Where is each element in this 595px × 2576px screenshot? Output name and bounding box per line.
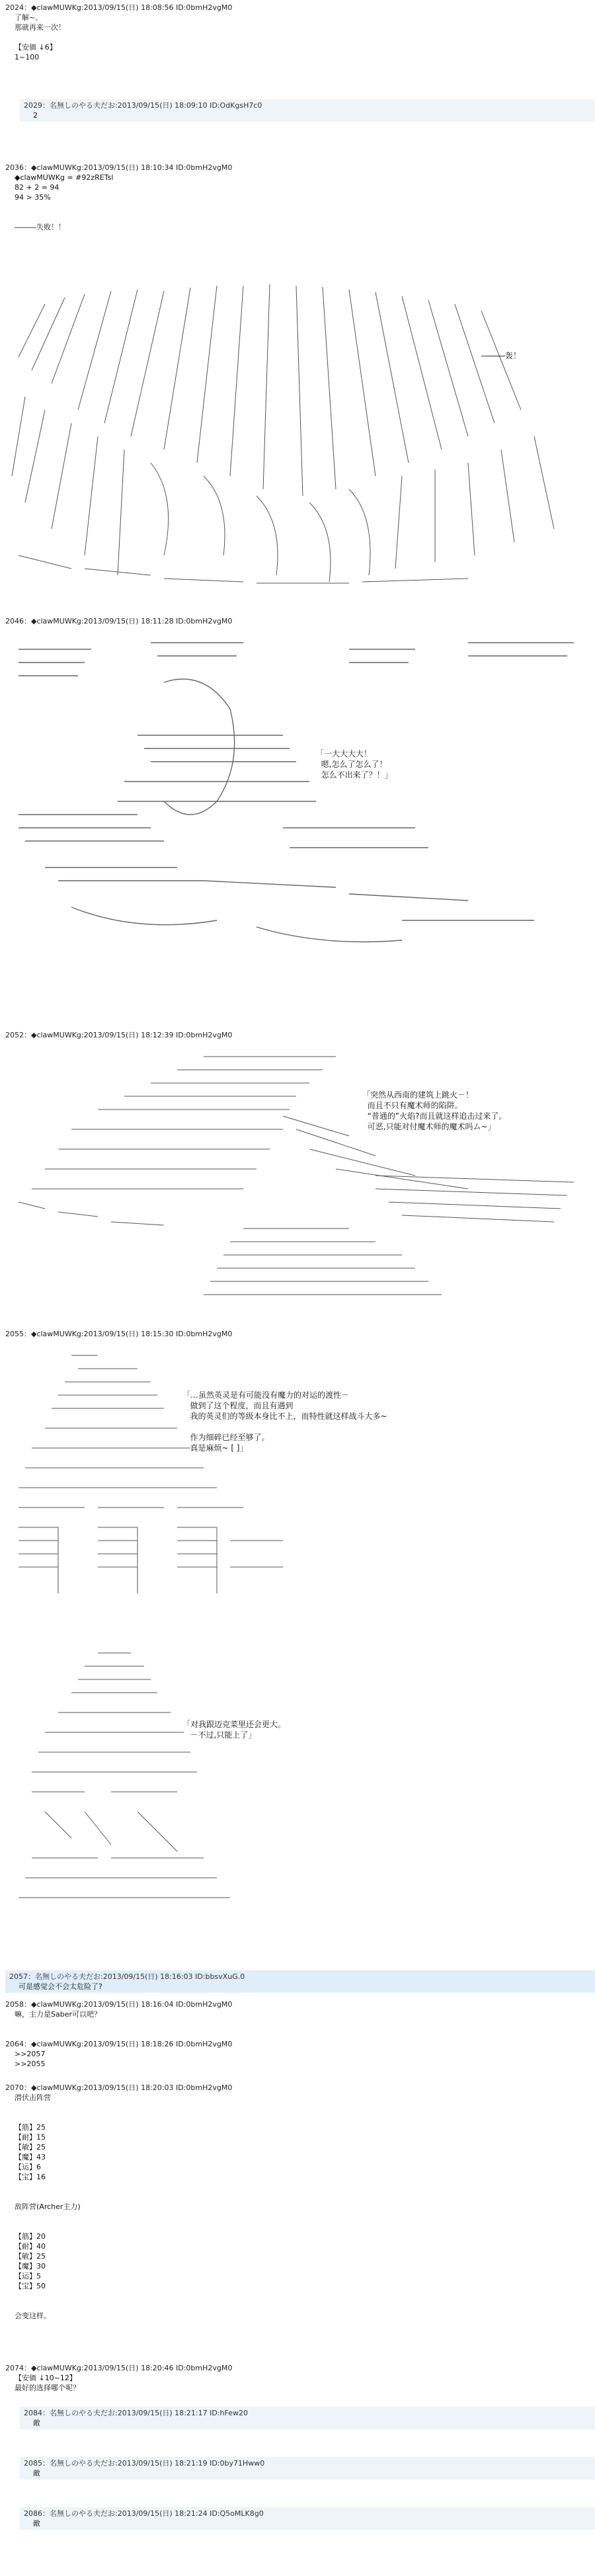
reply-2029 — [20, 99, 595, 122]
post-header: 2085：名無しのやる夫だお:2013/09/15(日) 18:21:19 ID:0by71Hww0 — [24, 2459, 265, 2468]
reply-2057 — [5, 1970, 595, 1993]
caption-2055: 「…虽然英灵是有可能没有魔力的对运的渡性－ 做到了这个程度，而且有遇到 我的英灵们的等级本身比不上，而特性就这样战斗大多~ 作为细碎已经至够了。 真是麻烦~ [ ]」 — [182, 1390, 387, 1453]
ascii-art-character-2055 — [5, 1342, 587, 1620]
post-header: 2064：◆clawMUWKg:2013/09/15(日) 18:18:26 ID:0bmH2vgM0 — [5, 2040, 233, 2048]
post-body: 嘛，主力是Saber可以吧？ — [15, 2010, 101, 2019]
post-body: ◆clawMUWKg = #92zRETsl 82 + 2 = 94 94 > 35% ―――失败！！ — [15, 173, 114, 231]
post-body: 敵 — [33, 2519, 40, 2528]
ascii-art-character-2052 — [5, 1043, 587, 1308]
reply-2084 — [20, 2407, 595, 2429]
post-header: 2046：◆clawMUWKg:2013/09/15(日) 18:11:28 ID:0bmH2vgM0 — [5, 617, 233, 625]
post-2036 — [5, 163, 587, 232]
post-header: 2036：◆clawMUWKg:2013/09/15(日) 18:10:34 ID:0bmH2vgM0 — [5, 163, 233, 172]
post-2070 — [5, 2083, 587, 2321]
post-header: 2086：名無しのやる夫だお:2013/09/15(日) 18:21:24 ID:Q5oMLK8g0 — [24, 2509, 264, 2518]
post-header: 2070：◆clawMUWKg:2013/09/15(日) 18:20:03 ID:0bmH2vgM0 — [5, 2083, 233, 2092]
post-2064 — [5, 2039, 587, 2069]
post-body: >>2057 >>2055 — [15, 2050, 46, 2068]
post-header: 2057：名無しのやる夫だお:2013/09/15(日) 18:16:03 ID:bbsvXuG.0 — [9, 1972, 245, 1981]
post-2046 — [5, 616, 587, 626]
post-header: 2055：◆clawMUWKg:2013/09/15(日) 18:15:30 ID:0bmH2vgM0 — [5, 1330, 233, 1338]
post-2074 — [5, 2363, 587, 2393]
reply-2085 — [20, 2457, 595, 2479]
post-header: 2029：名無しのやる夫だお:2013/09/15(日) 18:09:10 ID:OdKgsH7c0 — [24, 101, 262, 110]
post-body: 敵 — [33, 2419, 40, 2427]
ascii-art-character-2046 — [5, 629, 587, 986]
caption-2046: 「一大大大大！ 嗯,怎么了怎么了！ 怎么不出来了？！」 — [316, 749, 393, 780]
post-2055 — [5, 1329, 587, 1339]
post-body: 了解~。 那就再来一次！ 【安価 ↓6】 1~100 — [15, 13, 65, 61]
post-body: 2 — [33, 111, 38, 120]
ascii-art-explosion — [5, 278, 587, 595]
ascii-art-character-2055b — [5, 1640, 587, 1904]
post-body: 敵 — [33, 2469, 40, 2477]
post-body: 【安価 ↓10~12】 最好的选择哪个呢？ — [15, 2374, 80, 2392]
caption-boom: ―――轰！ — [481, 351, 522, 360]
post-header: 2058：◆clawMUWKg:2013/09/15(日) 18:16:04 ID:0bmH2vgM0 — [5, 2000, 233, 2009]
post-body: 可是感觉会不会太危险了? — [19, 1982, 102, 1991]
post-2058 — [5, 1999, 587, 2019]
post-2024 — [5, 3, 587, 62]
post-header: 2074：◆clawMUWKg:2013/09/15(日) 18:20:46 ID:0bmH2vgM0 — [5, 2364, 233, 2372]
post-2052 — [5, 1030, 587, 1040]
reply-2086 — [20, 2507, 595, 2530]
post-body: 潜伏击阵营 【筋】25 【耐】15 【敏】25 【魔】43 【运】6 【宝】16 敌阵营(Archer主力) 【筋】20 【耐】40 【敏】25 【魔】30 【运】5 【宝】50 会变这样。 — [15, 2093, 81, 2320]
post-header: 2052：◆clawMUWKg:2013/09/15(日) 18:12:39 ID:0bmH2vgM0 — [5, 1031, 233, 1039]
post-header: 2024：◆clawMUWKg:2013/09/15(日) 18:08:56 ID:0bmH2vgM0 — [5, 3, 233, 12]
caption-2052: 「突然从西南的建筑上跳火－！ 而且不只有魔术师的陷阱。 “普通的”火焰?而且就这样追击过来了。 可恶,只能对付魔术师的魔术吗ム~」 — [362, 1090, 507, 1131]
post-header: 2084：名無しのやる夫だお:2013/09/15(日) 18:21:17 ID:hFew20 — [24, 2409, 248, 2417]
caption-2055b: 「对我跟迈克菜里还会更大。 －不过,只能上了」 — [182, 1720, 286, 1740]
